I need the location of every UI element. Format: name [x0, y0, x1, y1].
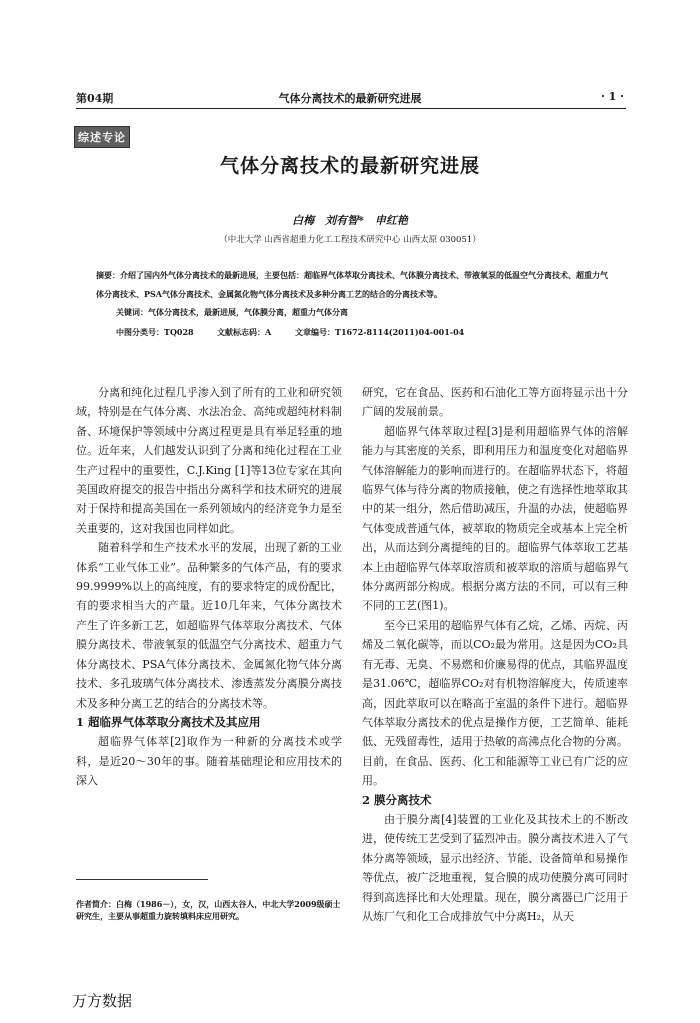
article-title: 气体分离技术的最新研究进展	[219, 155, 480, 177]
authors: 白梅 刘有智* 申红艳	[292, 214, 408, 227]
paragraph: 至今已采用的超临界气体有乙烷，乙烯、丙烷、丙烯及二氧化碳等，而以CO₂最为常用。这是因为CO₂具有无毒、无臭、不易燃和价廉易得的优点，其临界温度是31.06℃，超临界CO₂对有机物溶解度大，传质速率高，因此萃取可以在略高于室温的条件下进行。超临界气体萃取分离技术的优点是操作方便，工艺简单、能耗低、无残留毒性，适用于热敏的高沸点化合物的分离。目前，在食品、医药、化工和能源等工业已有广泛的应用。	[362, 618, 628, 788]
right-column	[362, 383, 628, 926]
article-number: 文章编号：T1672-8114(2011)04-001-04	[295, 327, 465, 337]
header-rule	[76, 108, 626, 109]
paragraph: 超临界气体萃取过程[3]是利用超临界气体的溶解能力与其密度的关系，即利用压力和温度变化对超临界气体溶解能力的影响而进行的。在超临界状态下，将超临界气体与待分离的物质接触，使之有选择性地萃取其中的某一组分，然后借助减压，升温的办法，使超临界气体变成普通气体，被萃取的物质完全或基本上完全析出，从而达到分离提纯的目的。超临界气体萃取工艺基本上由超临界气体萃取溶质和被萃取的溶质与超临界气体分离两部分构成。根据分离方法的不同，可以有三种不同的工艺(图1)。	[362, 424, 628, 613]
paragraph: 由于膜分离[4]装置的工业化及其技术上的不断改进，使传统工艺受到了猛烈冲击。膜分离技术进入了气体分离等领域，显示出经济、节能、设备简单和易操作等优点，被广泛地重视，复合膜的成功使膜分离可同时得到高选择比和大处理量。现在，膜分离器已广泛用于从炼厂气和化工合成排放气中分离H₂，从天	[362, 812, 628, 923]
paragraph: 分离和纯化过程几乎渗入到了所有的工业和研究领域，特别是在气体分离、水法冶金、高纯或超纯材料制备、环境保护等领域中分离过程更是具有举足轻重的地位。近年来，人们越发认识到了分离和纯化过程在工业生产过程中的重要性，C.J.King [1]等13位专家在其向美国政府提交的报告中指出分离科学和技术研究的进展对于保持和提高美国在一系列领域内的经济竞争力是至关重要的，这对我国也同样如此。	[76, 386, 342, 535]
footnote-rule	[76, 879, 208, 880]
author-footnote: 作者简介：白梅（1986－），女，汉，山西太谷人，中北大学2009级硕士研究生，主要从事超重力旋转填料床应用研究。	[76, 899, 341, 921]
section-banner: 综述专论	[74, 126, 130, 148]
paragraph: 研究，它在食品、医药和石油化工等方面将显示出十分广阔的发展前景。	[362, 386, 628, 419]
doc-code: 文献标志码：A	[217, 327, 272, 337]
keywords: 关键词：气体分离技术，最新进展，气体膜分离，超重力气体分离	[116, 307, 348, 317]
issue-label: 第04期	[76, 92, 114, 105]
running-title: 气体分离技术的最新研究进展	[278, 92, 422, 105]
abstract: 摘要：介绍了国内外气体分离技术的最新进展，主要包括：超临界气体萃取分离技术、气体膜分离技术、带液氧泵的低温空气分离技术、超重力气体分离技术、PSA气体分离技术、金属氮化物气体分离技术及多种分离工艺的结合的分离技术等。	[96, 270, 608, 299]
left-column	[76, 383, 342, 791]
watermark: 万方数据	[72, 992, 133, 1010]
clc-number: 中图分类号：TQ028	[116, 327, 194, 337]
paragraph: 超临界气体萃[2]取作为一种新的分离技术或学科，是近20～30年的事。随着基础理论和应用技术的深入	[76, 735, 342, 788]
section-heading: 2 膜分离技术	[362, 792, 432, 807]
paragraph: 随着科学和生产技术水平的发展，出现了新的工业体系“工业气体工业”。品种繁多的气体产品，有的要求99.9999%以上的高纯度，有的要求特定的成份配比，有的要求相当大的产量。近10几年来，气体分离技术产生了许多新工艺，如超临界气体萃取分离技术、气体膜分离技术、带液氧泵的低温空气分离技术、超重力气体分离技术、PSA气体分离技术、金属氮化物气体分离技术、多孔玻璃气体分离技术、渗透蒸发分离膜分离技术及多种分离工艺的结合的分离技术等。	[76, 541, 342, 710]
section-heading: 1 超临界气体萃取分离技术及其应用	[76, 714, 261, 729]
page-number: · 1 ·	[601, 90, 624, 103]
affiliation: （中北大学 山西省超重力化工工程技术研究中心 山西太原 030051）	[219, 235, 481, 245]
